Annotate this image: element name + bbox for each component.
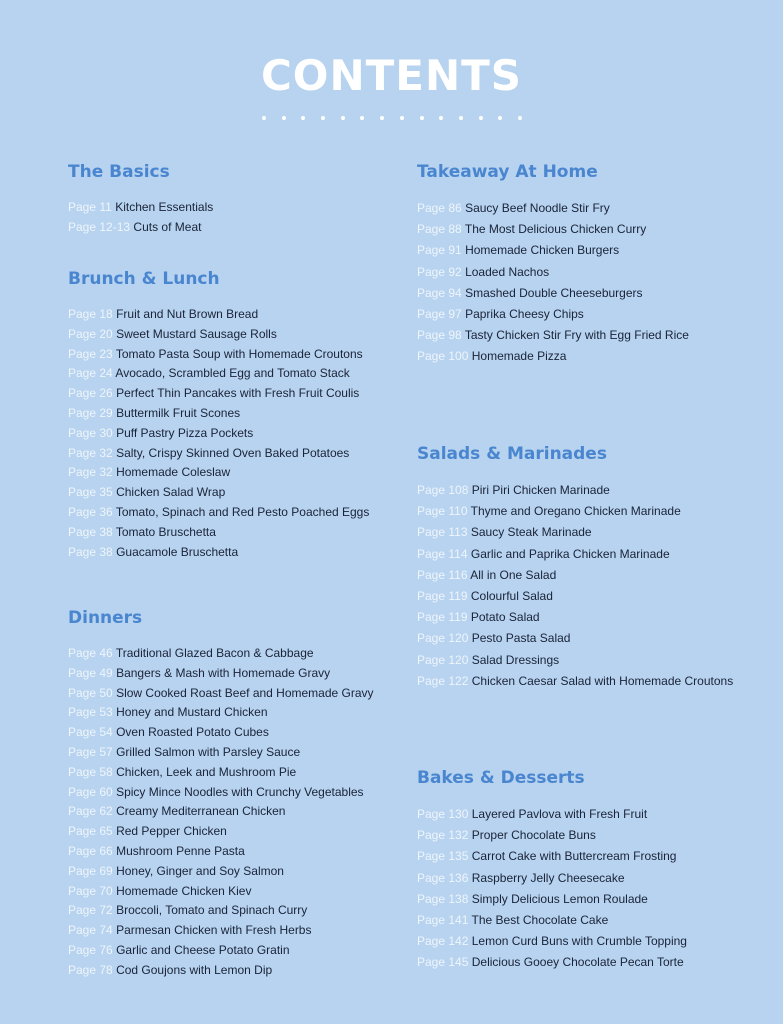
section-heading: The Basics (68, 162, 170, 182)
entry-label: Red Pepper Chicken (116, 824, 227, 839)
toc-entry (417, 607, 733, 628)
page-prefix: Page (417, 222, 446, 237)
toc-entry (417, 952, 687, 973)
page-prefix: Page (68, 326, 97, 341)
toc-entry (417, 198, 689, 219)
divider-dot (301, 116, 305, 120)
page-number: 62 (99, 804, 113, 819)
toc-entry (417, 671, 733, 692)
page-number: 97 (448, 307, 462, 322)
divider-dot (262, 116, 266, 120)
toc-entry (68, 364, 369, 384)
page-number: 58 (99, 764, 113, 779)
page-prefix: Page (68, 744, 97, 759)
entry-label: Slow Cooked Roast Beef and Homemade Gravy (116, 685, 374, 700)
page-number: 69 (99, 863, 113, 878)
page-prefix: Page (68, 843, 97, 858)
toc-entry (68, 703, 374, 723)
page-prefix: Page (68, 346, 97, 361)
page-number: 49 (99, 665, 113, 680)
toc-entry (417, 219, 689, 240)
page-number: 130 (448, 807, 469, 821)
page-number: 86 (448, 201, 462, 215)
divider-dot (479, 116, 483, 120)
toc-entry (417, 586, 733, 607)
section-bakes-desserts (417, 767, 687, 974)
page-prefix: Page (68, 405, 97, 420)
entry-label: Chicken Caesar Salad with Homemade Croutons (471, 673, 734, 688)
entry-label: All in One Salad (470, 567, 557, 582)
page-prefix: Page (417, 849, 446, 864)
section-heading: Dinners (68, 608, 143, 628)
page-prefix: Page (417, 328, 446, 343)
divider-dot (439, 116, 443, 120)
page-number: 120 (448, 652, 469, 667)
section-heading: Brunch & Lunch (68, 269, 220, 289)
toc-entry (417, 931, 687, 952)
page-prefix: Page (68, 685, 97, 700)
page-number: 138 (448, 891, 469, 906)
page-number: 32 (99, 465, 113, 480)
page-number: 122 (448, 673, 469, 688)
toc-entry (417, 628, 733, 649)
page-prefix: Page (68, 764, 97, 779)
page-prefix: Page (417, 934, 446, 949)
toc-entry (417, 346, 689, 367)
toc-entry (417, 522, 733, 543)
page-number: 38 (99, 544, 113, 559)
entry-label: Proper Chocolate Buns (471, 828, 596, 843)
page-number: 20 (99, 326, 113, 341)
entry-label: Layered Pavlova with Fresh Fruit (471, 807, 648, 821)
toc-entry (68, 543, 369, 563)
page-prefix: Page (68, 366, 97, 381)
entry-label: Delicious Gooey Chocolate Pecan Torte (471, 955, 684, 970)
entry-label: Garlic and Cheese Potato Gratin (116, 942, 290, 957)
toc-entry (68, 941, 374, 961)
toc-entry (417, 868, 687, 889)
toc-entry (417, 325, 689, 346)
page-number: 18 (99, 307, 113, 321)
page-prefix: Page (417, 264, 446, 279)
toc-entry (68, 723, 374, 743)
page-prefix: Page (68, 784, 97, 799)
page-prefix: Page (417, 201, 446, 215)
divider-dot (341, 116, 345, 120)
entry-label: Homemade Pizza (471, 349, 567, 364)
toc-entry (68, 325, 369, 345)
page-number: 11 (99, 200, 112, 214)
page-number: 65 (99, 824, 113, 839)
page-prefix: Page (68, 465, 97, 480)
toc-entry (417, 544, 733, 565)
page-prefix: Page (68, 705, 97, 720)
entry-label: Paprika Cheesy Chips (465, 307, 584, 322)
entry-label: Thyme and Oregano Chicken Marinade (470, 504, 681, 519)
entry-label: Homemade Coleslaw (116, 465, 231, 480)
toc-entry (68, 882, 374, 902)
page-prefix: Page (68, 307, 97, 321)
toc-entry (68, 463, 369, 483)
toc-entry (68, 783, 374, 803)
page-prefix: Page (68, 725, 97, 740)
divider-dot (282, 116, 286, 120)
section-heading: Bakes & Desserts (417, 768, 585, 788)
title-dot-divider (262, 114, 522, 122)
entry-label: Bangers & Mash with Homemade Gravy (116, 665, 331, 680)
entry-label: Avocado, Scrambled Egg and Tomato Stack (115, 366, 350, 381)
section-entries (68, 305, 369, 562)
page-number: 76 (99, 942, 113, 957)
page-number: 54 (99, 725, 113, 740)
entry-label: Buttermilk Fruit Scones (116, 405, 241, 420)
toc-entry (68, 664, 374, 684)
entry-label: Honey, Ginger and Soy Salmon (116, 863, 284, 878)
page-prefix: Page (417, 546, 446, 561)
page-number: 113 (448, 525, 468, 540)
page-number: 120 (448, 631, 469, 646)
page-number: 142 (448, 934, 469, 949)
toc-entry (417, 304, 689, 325)
page-prefix: Page (68, 646, 97, 660)
page-number: 32 (99, 445, 113, 460)
entry-label: Smashed Double Cheeseburgers (465, 285, 643, 300)
toc-entry (417, 501, 733, 522)
divider-dot (420, 116, 424, 120)
page-number: 92 (448, 264, 462, 279)
toc-entry (417, 889, 687, 910)
toc-entry (68, 483, 369, 503)
page-prefix: Page (417, 652, 446, 667)
toc-entry (68, 198, 213, 218)
entry-label: Perfect Thin Pancakes with Fresh Fruit Coulis (116, 386, 360, 401)
toc-entry (417, 565, 733, 586)
page-number: 78 (99, 962, 113, 977)
section-entries (417, 198, 689, 368)
entry-label: Parmesan Chicken with Fresh Herbs (116, 923, 312, 938)
page-number: 119 (448, 589, 468, 604)
page-number: 108 (448, 483, 469, 497)
entry-label: Puff Pastry Pizza Pockets (116, 425, 254, 440)
entry-label: The Best Chocolate Cake (471, 913, 609, 928)
page-prefix: Page (417, 807, 446, 821)
entry-label: Piri Piri Chicken Marinade (471, 483, 610, 497)
toc-entry (68, 345, 369, 365)
divider-dot (459, 116, 463, 120)
page-prefix: Page (68, 665, 97, 680)
toc-entry (68, 921, 374, 941)
entry-label: Loaded Nachos (465, 264, 550, 279)
section-dinners (68, 607, 374, 981)
page-prefix: Page (68, 804, 97, 819)
page-prefix: Page (68, 883, 97, 898)
entry-label: Homemade Chicken Burgers (465, 243, 620, 258)
section-heading: Salads & Marinades (417, 444, 607, 464)
entry-label: Pesto Pasta Salad (471, 631, 571, 646)
toc-entry (68, 763, 374, 783)
entry-label: Colourful Salad (470, 589, 553, 604)
section-entries (417, 804, 687, 974)
page-title: CONTENTS (260, 51, 523, 100)
toc-entry (68, 802, 374, 822)
page-number: 29 (99, 405, 113, 420)
page-number: 35 (99, 485, 113, 500)
entry-label: Simply Delicious Lemon Roulade (471, 891, 648, 906)
page-prefix: Page (68, 219, 97, 234)
entry-label: The Most Delicious Chicken Curry (464, 222, 647, 237)
toc-entry (68, 305, 369, 325)
page-prefix: Page (417, 525, 446, 540)
page-prefix: Page (417, 631, 446, 646)
entry-label: Salad Dressings (471, 652, 560, 667)
divider-dot (518, 116, 522, 120)
entry-label: Creamy Mediterranean Chicken (116, 804, 286, 819)
page-prefix: Page (68, 544, 97, 559)
page-number: 114 (448, 546, 468, 561)
page-number: 26 (99, 386, 113, 401)
entry-label: Chicken Salad Wrap (116, 485, 226, 500)
page-prefix: Page (68, 903, 97, 918)
divider-dot (360, 116, 364, 120)
page-prefix: Page (417, 589, 446, 604)
entry-label: Carrot Cake with Buttercream Frosting (471, 849, 677, 864)
entry-label: Chicken, Leek and Mushroom Pie (116, 764, 297, 779)
page-prefix: Page (68, 923, 97, 938)
toc-entry (417, 240, 689, 261)
page-prefix: Page (68, 962, 97, 977)
page-prefix: Page (68, 942, 97, 957)
entry-label: Guacamole Bruschetta (116, 544, 239, 559)
toc-entry (68, 404, 369, 424)
toc-entry (68, 684, 374, 704)
entry-label: Salty, Crispy Skinned Oven Baked Potatoes (116, 445, 350, 460)
page-prefix: Page (417, 891, 446, 906)
divider-dot (380, 116, 384, 120)
entry-label: Saucy Steak Marinade (470, 525, 592, 540)
toc-entry (417, 480, 733, 501)
page-prefix: Page (417, 504, 446, 519)
page-number: 30 (99, 425, 113, 440)
page-prefix: Page (417, 673, 446, 688)
section-entries (68, 644, 374, 981)
page-number: 57 (99, 744, 113, 759)
entry-label: Cod Goujons with Lemon Dip (116, 962, 273, 977)
section-entries (68, 198, 213, 238)
entry-label: Honey and Mustard Chicken (116, 705, 268, 720)
page-number: 60 (99, 784, 113, 799)
page-number: 145 (448, 955, 469, 970)
page-prefix: Page (68, 200, 97, 214)
page-number: 88 (448, 222, 462, 237)
page-prefix: Page (68, 386, 97, 401)
toc-entry (417, 825, 687, 846)
page-number: 24 (99, 366, 113, 381)
section-salads-marinades (417, 443, 733, 692)
entry-label: Mushroom Penne Pasta (116, 843, 245, 858)
entry-label: Grilled Salmon with Parsley Sauce (116, 744, 301, 759)
entry-label: Tomato Pasta Soup with Homemade Croutons (115, 346, 363, 361)
page-number: 50 (99, 685, 113, 700)
page-number: 53 (99, 705, 113, 720)
page-prefix: Page (417, 913, 446, 928)
page-prefix: Page (417, 955, 446, 970)
page-number: 74 (99, 923, 113, 938)
entry-label: Oven Roasted Potato Cubes (116, 725, 269, 740)
entry-label: Fruit and Nut Brown Bread (116, 307, 259, 321)
entry-label: Broccoli, Tomato and Spinach Curry (116, 903, 308, 918)
section-heading: Takeaway At Home (417, 162, 598, 182)
page-number: 132 (448, 828, 469, 843)
entry-label: Tasty Chicken Stir Fry with Egg Fried Rice (464, 328, 689, 343)
toc-entry (68, 384, 369, 404)
section-the-basics (68, 161, 213, 238)
entry-label: Homemade Chicken Kiev (116, 883, 252, 898)
page-prefix: Page (417, 307, 446, 322)
toc-entry (68, 822, 374, 842)
divider-dot (321, 116, 325, 120)
toc-entry (417, 910, 687, 931)
page-number: 100 (448, 349, 469, 364)
toc-entry (68, 743, 374, 763)
section-brunch-lunch (68, 268, 369, 562)
toc-entry (417, 650, 733, 671)
entry-label: Tomato Bruschetta (115, 524, 216, 539)
page-prefix: Page (417, 285, 446, 300)
entry-label: Cuts of Meat (133, 219, 202, 234)
toc-entry (68, 424, 369, 444)
entry-label: Traditional Glazed Bacon & Cabbage (115, 646, 314, 660)
entry-label: Sweet Mustard Sausage Rolls (116, 326, 277, 341)
page-number: 119 (448, 610, 468, 625)
page-prefix: Page (68, 445, 97, 460)
entry-label: Spicy Mince Noodles with Crunchy Vegetables (116, 784, 364, 799)
page-number: 116 (448, 567, 468, 582)
page-number: 136 (448, 870, 469, 885)
entry-label: Saucy Beef Noodle Stir Fry (465, 201, 610, 215)
page-number: 91 (448, 243, 462, 258)
page-prefix: Page (68, 425, 97, 440)
entry-label: Lemon Curd Buns with Crumble Topping (471, 934, 687, 949)
divider-dot (498, 116, 502, 120)
toc-entry (68, 862, 374, 882)
entry-label: Garlic and Paprika Chicken Marinade (470, 546, 670, 561)
page-prefix: Page (68, 863, 97, 878)
divider-dot (400, 116, 404, 120)
toc-entry (417, 804, 687, 825)
toc-entry (68, 644, 374, 664)
page-prefix: Page (417, 870, 446, 885)
page-number: 72 (99, 903, 113, 918)
entry-label: Tomato, Spinach and Red Pesto Poached Eggs (115, 504, 370, 519)
toc-entry (68, 444, 369, 464)
entry-label: Raspberry Jelly Cheesecake (471, 870, 625, 885)
page-prefix: Page (417, 349, 446, 364)
page-number: 135 (448, 849, 469, 864)
page-number: 66 (99, 843, 113, 858)
page-prefix: Page (68, 504, 97, 519)
page-number: 38 (99, 524, 113, 539)
page-number: 23 (99, 346, 113, 361)
page-prefix: Page (68, 524, 97, 539)
entry-label: Kitchen Essentials (115, 200, 214, 214)
toc-entry (68, 901, 374, 921)
page-prefix: Page (68, 485, 97, 500)
entry-label: Potato Salad (470, 610, 540, 625)
toc-entry (68, 523, 369, 543)
page-prefix: Page (417, 243, 446, 258)
page-number: 94 (448, 285, 462, 300)
section-takeaway-at-home (417, 161, 689, 368)
toc-entry (417, 283, 689, 304)
toc-entry (68, 503, 369, 523)
page-number: 46 (99, 646, 113, 660)
toc-entry (417, 846, 687, 867)
page-number: 36 (99, 504, 113, 519)
page-number: 12-13 (99, 219, 131, 234)
toc-entry (417, 262, 689, 283)
toc-entry (68, 842, 374, 862)
page-prefix: Page (417, 483, 446, 497)
page-number: 98 (448, 328, 462, 343)
page-prefix: Page (417, 828, 446, 843)
toc-entry (68, 961, 374, 981)
page-number: 70 (99, 883, 113, 898)
page-prefix: Page (417, 567, 446, 582)
page-number: 141 (448, 913, 469, 928)
page-number: 110 (448, 504, 468, 519)
page-prefix: Page (68, 824, 97, 839)
page-prefix: Page (417, 610, 446, 625)
toc-entry (68, 218, 213, 238)
section-entries (417, 480, 733, 692)
